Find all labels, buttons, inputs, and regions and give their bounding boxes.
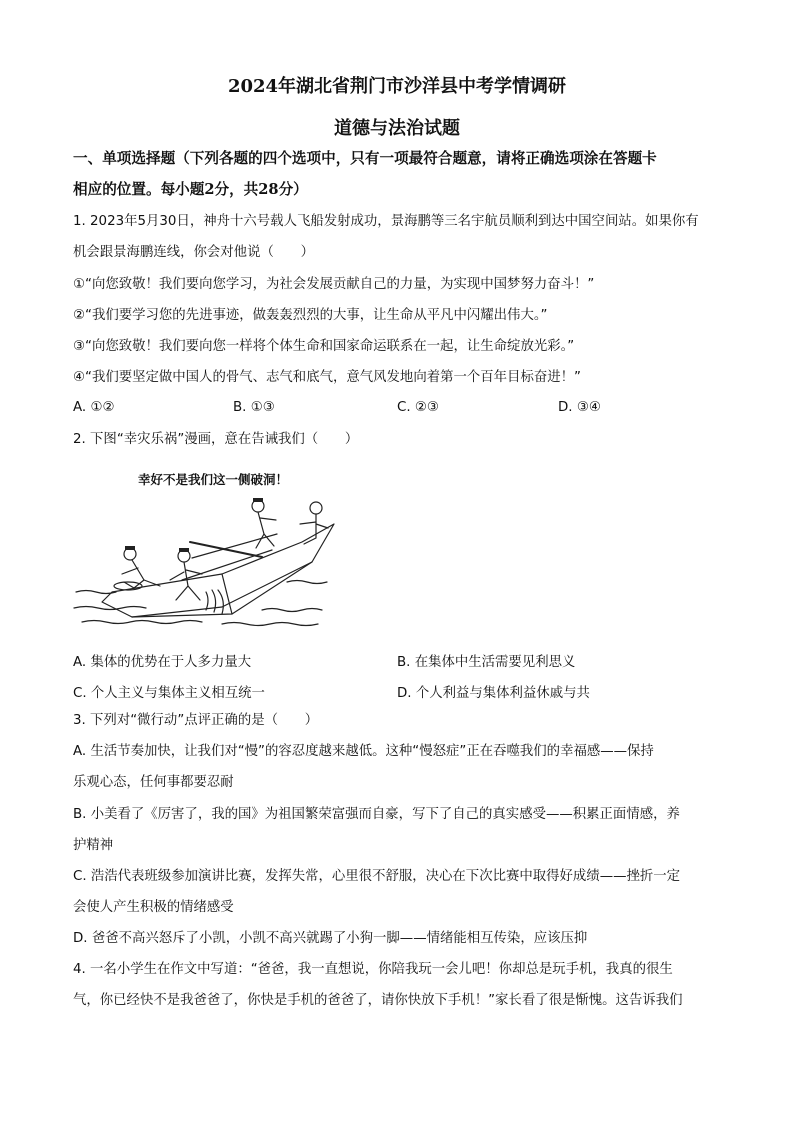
q2-option-b: B. 在集体中生活需要见利思义	[397, 655, 576, 670]
q3-option-c-line2: 会使人产生积极的情绪感受	[73, 900, 234, 915]
q3-option-a-line1: A. 生活节奏加快，让我们对“慢”的容忍度越来越低。这种“慢怒症”正在吞噬我们的幸福感——保持	[73, 744, 654, 759]
q2-option-c: C. 个人主义与集体主义相互统一	[73, 686, 265, 701]
q1-option-c: C. ②③	[397, 400, 439, 415]
q3-option-b-line2: 护精神	[73, 838, 114, 853]
q1-option-a: A. ①②	[73, 400, 115, 415]
q3-option-b-line1: B. 小美看了《厉害了，我的国》为祖国繁荣富强而自豪，写下了自己的真实感受——积累正面情感，养	[73, 807, 680, 822]
section-heading-line2: 相应的位置。每小题2分，共28分）	[73, 181, 308, 198]
q1-option-b: B. ①③	[233, 400, 275, 415]
q2-option-a: A. 集体的优势在于人多力量大	[73, 655, 252, 670]
exam-title: 2024年湖北省荆门市沙洋县中考学情调研	[227, 76, 567, 97]
q1-stem-line1: 1. 2023年5月30日，神舟十六号载人飞船发射成功，景海鹏等三名宇航员顺利到达中国空间站。如果你有	[73, 214, 699, 229]
exam-subtitle: 道德与法治试题	[334, 118, 460, 139]
q3-option-d: D. 爸爸不高兴怒斥了小凯，小凯不高兴就踢了小狗一脚——情绪能相互传染，应该压抑	[73, 931, 588, 946]
q2-option-d: D. 个人利益与集体利益休戚与共	[397, 686, 590, 701]
boat-cartoon-figure	[72, 462, 344, 634]
q1-statement-1: ①“向您致敬！我们要向您学习，为社会发展贡献自己的力量，为实现中国梦努力奋斗！”	[73, 277, 595, 292]
q3-stem: 3. 下列对“微行动”点评正确的是（ ）	[73, 713, 319, 728]
q4-stem-line1: 4. 一名小学生在作文中写道：“爸爸，我一直想说，你陪我玩一会儿吧！你却总是玩手机，我真的很生	[73, 962, 673, 977]
q1-stem-line2: 机会跟景海鹏连线，你会对他说（ ）	[73, 245, 315, 260]
q2-stem: 2. 下图“幸灾乐祸”漫画，意在告诫我们（ ）	[73, 432, 359, 447]
q1-option-d: D. ③④	[558, 400, 601, 415]
boat-cartoon-illustration	[72, 462, 344, 634]
q3-option-c-line1: C. 浩浩代表班级参加演讲比赛，发挥失常，心里很不舒服，决心在下次比赛中取得好成绩——挫折一定	[73, 869, 681, 884]
q1-statement-4: ④“我们要坚定做中国人的骨气、志气和底气，意气风发地向着第一个百年目标奋进！”	[73, 370, 581, 385]
q4-stem-line2: 气，你已经快不是我爸爸了，你快是手机的爸爸了，请你快放下手机！”家长看了很是惭愧。这告诉我们	[73, 993, 683, 1008]
section-heading-line1: 一、单项选择题（下列各题的四个选项中，只有一项最符合题意，请将正确选项涂在答题卡	[73, 150, 657, 167]
q1-statement-2: ②“我们要学习您的先进事迹，做轰轰烈烈的大事，让生命从平凡中闪耀出伟大。”	[73, 308, 548, 323]
cartoon-caption: 幸好不是我们这一侧破洞！	[138, 472, 289, 487]
q3-option-a-line2: 乐观心态，任何事都要忍耐	[73, 775, 234, 790]
q1-statement-3: ③“向您致敬！我们要向您一样将个体生命和国家命运联系在一起，让生命绽放光彩。”	[73, 339, 575, 354]
